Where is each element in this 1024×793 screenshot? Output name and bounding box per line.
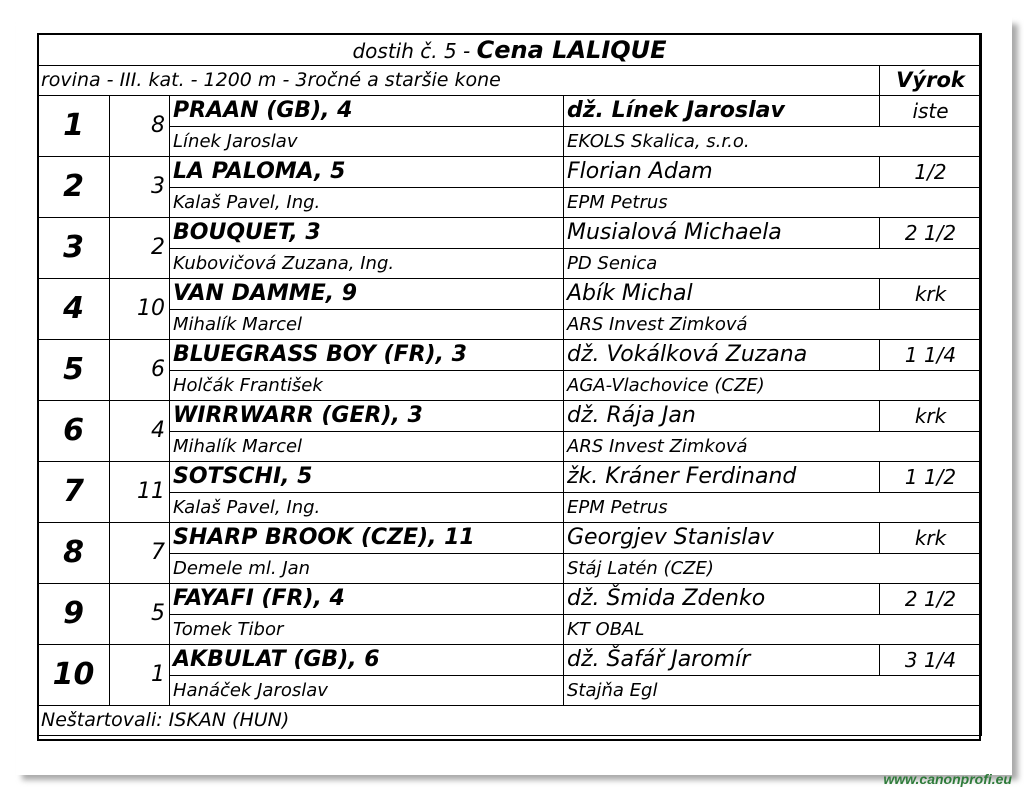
horse-name: BOUQUET, 3 [170,218,564,249]
trainer-name: Kalaš Pavel, Ing. [170,188,564,218]
finish-margin: 1 1/4 [880,340,982,371]
place-number: 6 [38,401,110,462]
jockey-name: Florian Adam [564,157,880,188]
trainer-name: Kubovičová Zuzana, Ing. [170,249,564,279]
race-name: Cena LALIQUE [476,35,667,64]
jockey-name: dž. Vokálková Zuzana [564,340,880,371]
horse-name: WIRRWARR (GER), 3 [170,401,564,432]
race-conditions: rovina - III. kat. - 1200 m - 3ročné a staršie kone [38,66,880,96]
owner-name: EPM Petrus [564,188,880,218]
owner-name: ARS Invest Zimková [564,310,880,340]
place-number: 7 [38,462,110,523]
horse-name: PRAAN (GB), 4 [170,96,564,127]
start-number: 1 [110,645,170,706]
finish-margin: krk [880,523,982,554]
horse-name: FAYAFI (FR), 4 [170,584,564,615]
trainer-name: Kalaš Pavel, Ing. [170,493,564,523]
result-header: Výrok [880,66,982,96]
trainer-name: Mihalík Marcel [170,432,564,462]
jockey-name: žk. Kráner Ferdinand [564,462,880,493]
start-number: 4 [110,401,170,462]
start-number: 7 [110,523,170,584]
jockey-name: dž. Rája Jan [564,401,880,432]
owner-name: EPM Petrus [564,493,880,523]
horse-name: SOTSCHI, 5 [170,462,564,493]
place-number: 9 [38,584,110,645]
place-number: 8 [38,523,110,584]
place-number: 1 [38,96,110,157]
jockey-name: Abík Michal [564,279,880,310]
jockey-name: dž. Šafář Jaromír [564,645,880,676]
horse-name: AKBULAT (GB), 6 [170,645,564,676]
start-number: 11 [110,462,170,523]
start-number: 10 [110,279,170,340]
owner-name: KT OBAL [564,615,880,645]
trainer-name: Hanáček Jaroslav [170,676,564,706]
owner-name: Stajňa Egl [564,676,880,706]
trainer-name: Tomek Tibor [170,615,564,645]
trainer-name: Línek Jaroslav [170,127,564,157]
jockey-name: dž. Línek Jaroslav [564,96,880,127]
horse-name: SHARP BROOK (CZE), 11 [170,523,564,554]
owner-name: PD Senica [564,249,880,279]
trainer-name: Mihalík Marcel [170,310,564,340]
finish-margin: krk [880,401,982,432]
jockey-name: Musialová Michaela [564,218,880,249]
table-frame [37,33,981,741]
place-number: 2 [38,157,110,218]
horse-name: LA PALOMA, 5 [170,157,564,188]
start-number: 5 [110,584,170,645]
horse-name: VAN DAMME, 9 [170,279,564,310]
trainer-name: Demele ml. Jan [170,554,564,584]
finish-margin: 1/2 [880,157,982,188]
owner-name: ARS Invest Zimková [564,432,880,462]
jockey-name: Georgjev Stanislav [564,523,880,554]
place-number: 3 [38,218,110,279]
owner-name: Stáj Latén (CZE) [564,554,880,584]
start-number: 8 [110,96,170,157]
non-starters: Neštartovali: ISKAN (HUN) [38,706,982,736]
finish-margin: iste [880,96,982,127]
owner-name: EKOLS Skalica, s.r.o. [564,127,880,157]
finish-margin: 3 1/4 [880,645,982,676]
start-number: 2 [110,218,170,279]
place-number: 5 [38,340,110,401]
race-prefix: dostih č. 5 - [352,38,477,63]
trainer-name: Holčák František [170,371,564,401]
finish-margin: 2 1/2 [880,218,982,249]
start-number: 3 [110,157,170,218]
horse-name: BLUEGRASS BOY (FR), 3 [170,340,564,371]
place-number: 10 [38,645,110,706]
watermark: www.canonprofi.eu [883,771,1012,787]
finish-margin: krk [880,279,982,310]
place-number: 4 [38,279,110,340]
jockey-name: dž. Šmida Zdenko [564,584,880,615]
start-number: 6 [110,340,170,401]
finish-margin: 2 1/2 [880,584,982,615]
finish-margin: 1 1/2 [880,462,982,493]
owner-name: AGA-Vlachovice (CZE) [564,371,880,401]
